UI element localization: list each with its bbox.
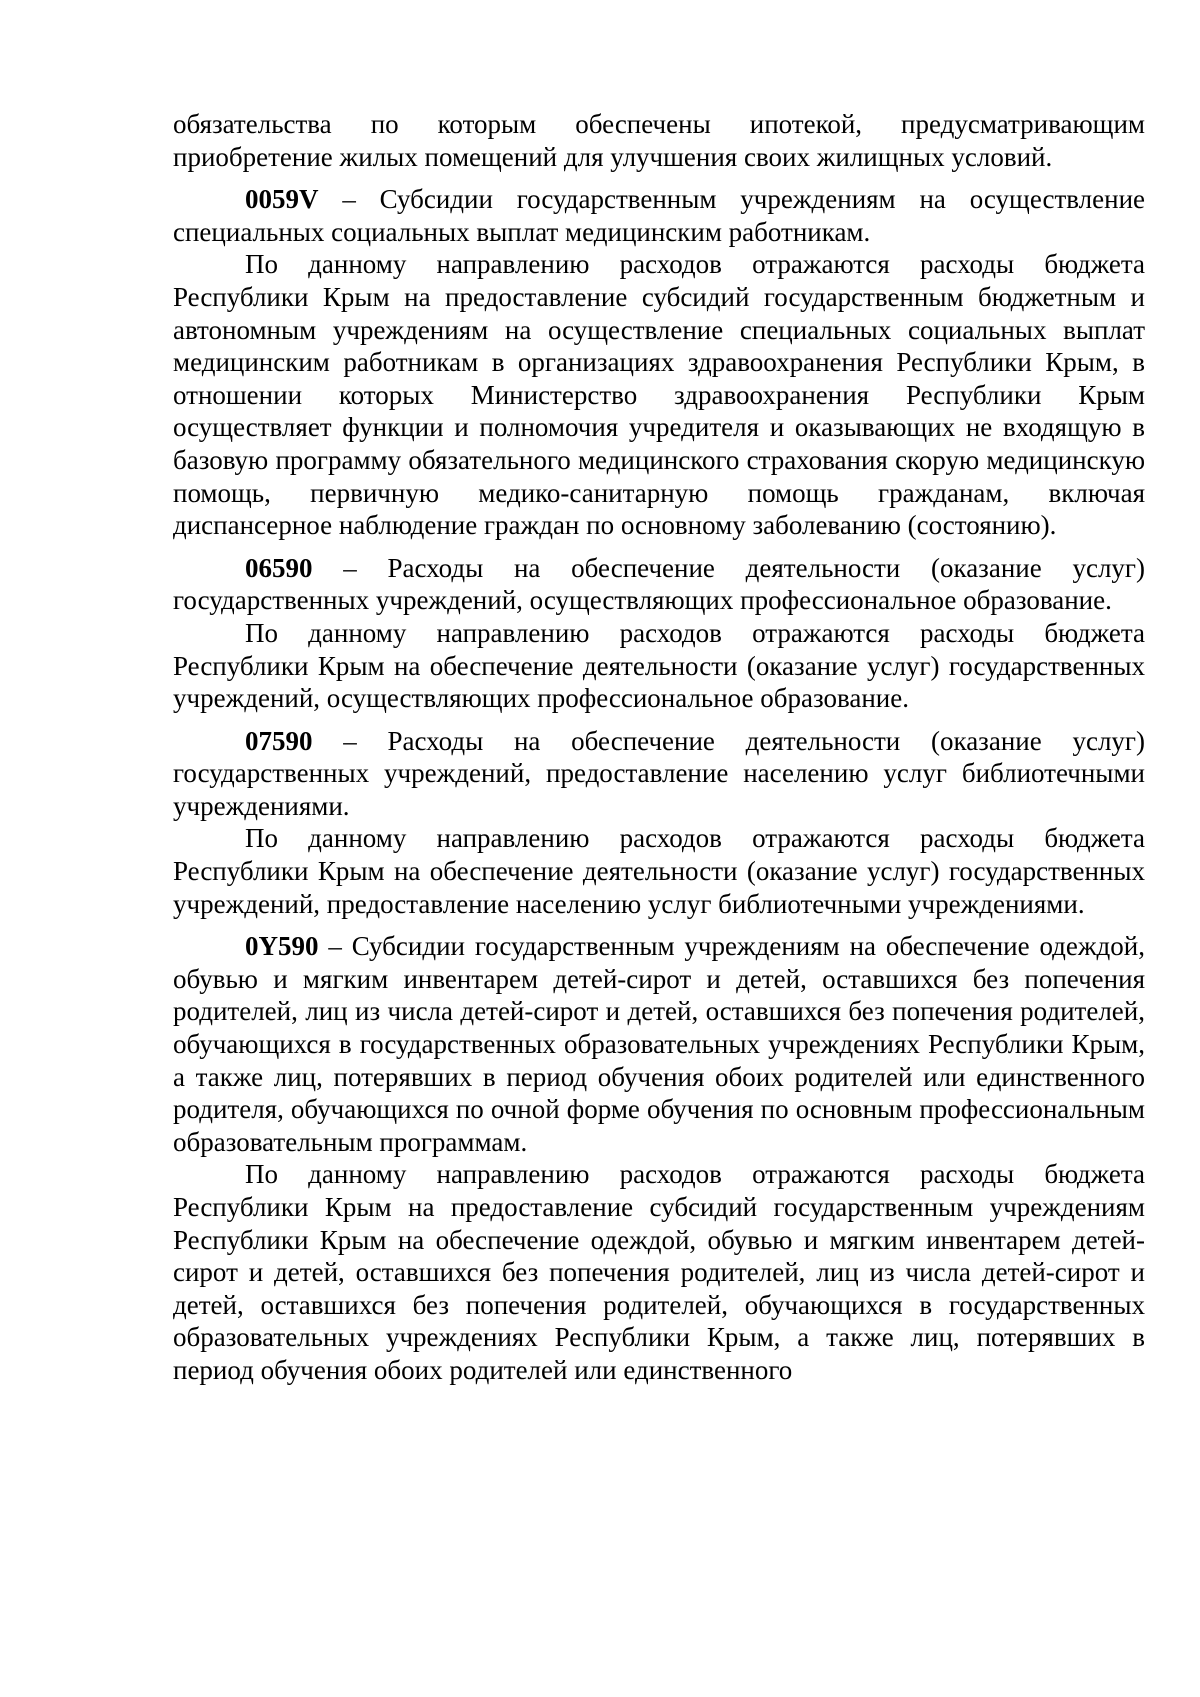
paragraph-description [173, 1158, 1145, 1386]
paragraph-code-0Y590 [173, 930, 1145, 1158]
paragraph-description [173, 617, 1145, 715]
paragraph-text: По данному направлению расходов отражаются расходы бюджета Республики Крым на предоставление субсидий государственным бюджетным и автономным учреждениям на осуществление специальных социальных выплат медицинским работникам в организациях здравоохранения Республики Крым, в отношении которых Министерство здравоохранения Республики Крым осуществляет функции и полномочия учредителя и оказывающих не входящую в базовую программу обязательного медицинского страхования скорую медицинскую помощь, первичную медико-санитарную помощь гражданам, включая диспансерное наблюдение граждан по основному заболеванию (состоянию). [173, 249, 1145, 541]
paragraph-text: – Расходы на обеспечение деятельности (оказание услуг) государственных учреждений, предоставление населению услуг библиотечными учреждениями. [173, 725, 1145, 821]
paragraph-code-06590 [173, 552, 1145, 617]
paragraph-code-07590 [173, 725, 1145, 823]
paragraph-text: По данному направлению расходов отражаются расходы бюджета Республики Крым на обеспечение деятельности (оказание услуг) государственных учреждений, предоставление населению услуг библиотечными учреждениями. [173, 823, 1145, 919]
expense-code: 07590 [245, 725, 313, 756]
paragraph-text: По данному направлению расходов отражаются расходы бюджета Республики Крым на предоставление субсидий государственным учреждениям Республики Крым на обеспечение одеждой, обувью и мягким инвентарем детей-сирот и детей, оставшихся без попечения родителей, лиц из числа детей-сирот и детей, оставшихся без попечения родителей, обучающихся в государственных образовательных учреждениях Республики Крым, а также лиц, потерявших в период обучения обоих родителей или единственного [173, 1159, 1145, 1385]
paragraph-text: По данному направлению расходов отражаются расходы бюджета Республики Крым на обеспечение деятельности (оказание услуг) государственных учреждений, осуществляющих профессиональное образование. [173, 617, 1145, 714]
paragraph-text: – Расходы на обеспечение деятельности (оказание услуг) государственных учреждений, осуществляющих профессиональное образование. [173, 552, 1145, 616]
expense-code: 0059V [245, 184, 319, 215]
expense-code: 06590 [245, 552, 313, 583]
paragraph-text: – Субсидии государственным учреждениям на обеспечение одеждой, обувью и мягким инвентарем детей-сирот и детей, оставшихся без попечения родителей, лиц из числа детей-сирот и детей, оставшихся без попечения родителей, обучающихся в государственных образовательных учреждениях Республики Крым, а также лиц, потерявших в период обучения обоих родителей или единственного родителя, обучающихся по очной форме обучения по основным профессиональным образовательным программам. [173, 931, 1145, 1157]
paragraph-continuation [173, 108, 1145, 173]
paragraph-text: – Субсидии государственным учреждениям на осуществление специальных социальных выплат медицинским работникам. [173, 184, 1145, 247]
paragraph-description [173, 248, 1145, 541]
document-page [173, 108, 1145, 1387]
paragraph-text: обязательства по которым обеспечены ипотекой, предусматривающим приобретение жилых помещений для улучшения своих жилищных условий. [173, 109, 1145, 172]
expense-code: 0Y590 [245, 931, 319, 962]
paragraph-code-0059V [173, 183, 1145, 248]
paragraph-description [173, 822, 1145, 920]
